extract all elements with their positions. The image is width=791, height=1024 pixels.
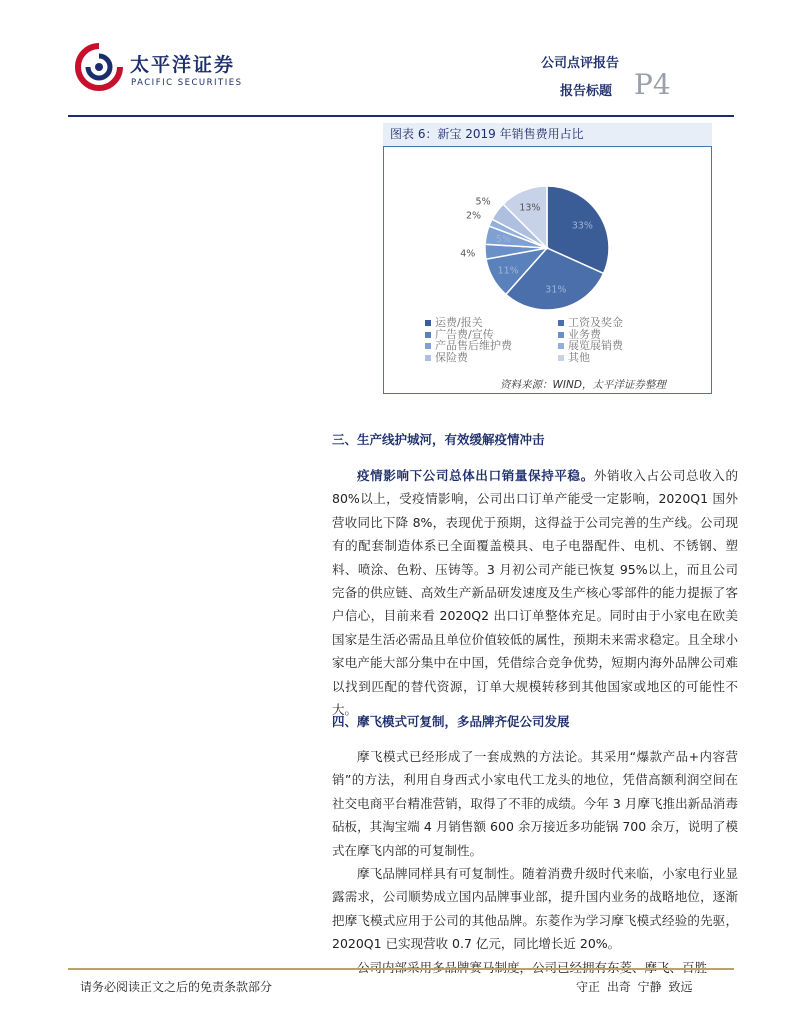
company-logo-text: 太平洋证券 xyxy=(130,54,236,76)
legend-label: 保险费 xyxy=(435,350,468,364)
legend-label: 其他 xyxy=(568,350,590,364)
pie-data-label: 5% xyxy=(495,234,511,246)
pie-data-label: 11% xyxy=(497,265,519,277)
page-number: P4 xyxy=(634,68,671,101)
footer-divider xyxy=(68,968,734,970)
legend-label: 产品售后维护费 xyxy=(435,339,512,352)
legend-label: 运费/报关 xyxy=(435,316,483,329)
pie-data-label: 5% xyxy=(475,196,491,208)
legend-label: 广告费/宣传 xyxy=(435,327,494,341)
pie-data-label: 33% xyxy=(571,220,593,232)
pie-data-label: 31% xyxy=(545,284,567,296)
legend-item xyxy=(558,349,590,365)
legend-item xyxy=(425,349,468,365)
paragraph-lead: 疫情影响下公司总体出口销量保持平稳。 xyxy=(357,468,594,483)
footer-motto: 守正 出奇 宁静 致远 xyxy=(576,980,693,994)
pacific-securities-logo-icon xyxy=(74,42,124,92)
section-body-3 xyxy=(332,464,738,721)
pie-data-label: 13% xyxy=(519,202,541,214)
section-heading-4: 四、摩飞模式可复制，多品牌齐促公司发展 xyxy=(332,714,570,729)
report-type: 公司点评报告 xyxy=(541,56,620,71)
paragraph-text: 外销收入占公司总收入的 80%以上，受疫情影响，公司出口订单产能受一定影响，2020Q1 国外营收同比下降 8%，表现优于预期，这得益于公司完善的生产线。公司现有的配套制造体系已全面覆盖模具、电子电器配件、电机、不锈钢、塑料、喷涂、色粉、压铸等。3 月初公司产能已恢复 95%以上，而且公司完备的供应链、高效生产新品研发速度及生产核心零部件的能力提振了客户信心，目前来看 2020Q2 出口订单整体充足。同时由于小家电在欧美国家是生活必需品且单位价值较低的属性，预期未来需求稳定。且全球小家电产能大部分集中在中国，凭借综合竞争优势，短期内海外品牌公司难以找到匹配的替代资源，订单大规模转移到其他国家或地区的可能性不大。 xyxy=(332,468,738,718)
section-heading-3: 三、生产线护城河，有效缓解疫情冲击 xyxy=(332,432,545,447)
pie-data-label: 2% xyxy=(465,210,482,222)
company-logo-english: PACIFIC SECURITIES xyxy=(131,78,243,88)
report-title: 报告标题 xyxy=(560,84,613,99)
legend-label: 展览展销费 xyxy=(568,339,623,352)
legend-swatch xyxy=(425,355,431,361)
paragraph: 摩飞模式已经形成了一套成熟的方法论。其采用“爆款产品+内容营销”的方法，利用自身西式小家电代工龙头的地位，凭借高额利润空间在社交电商平台精准营销，取得了不菲的成绩。今年 3 月摩飞推出新品消毒砧板，其淘宝端 4 月销售额 600 余万接近多功能锅 700 余万，说明了模式在摩飞内部的可复制性。 xyxy=(332,749,738,858)
header-divider xyxy=(68,115,734,117)
legend-swatch xyxy=(558,355,564,361)
section-body-4 xyxy=(332,745,738,979)
pie-chart xyxy=(440,170,680,310)
pie-data-label: 4% xyxy=(460,248,476,260)
figure-source: 资料来源：WIND，太平洋证券整理 xyxy=(500,379,666,391)
paragraph: 摩飞品牌同样具有可复制性。随着消费升级时代来临，小家电行业显露需求，公司顺势成立国内品牌事业部，提升国内业务的战略地位，逐渐把摩飞模式应用于公司的其他品牌。东菱作为学习摩飞模式经验的先驱，2020Q1 已实现营收 0.7 亿元，同比增长近 20%。 xyxy=(332,866,738,952)
footer-disclaimer: 请务必阅读正文之后的免责条款部分 xyxy=(80,980,273,994)
legend-label: 工资及奖金 xyxy=(568,316,623,329)
legend-label: 业务费 xyxy=(568,327,601,341)
paragraph xyxy=(332,464,738,721)
figure-title: 图表 6：新宝 2019 年销售费用占比 xyxy=(383,123,712,147)
